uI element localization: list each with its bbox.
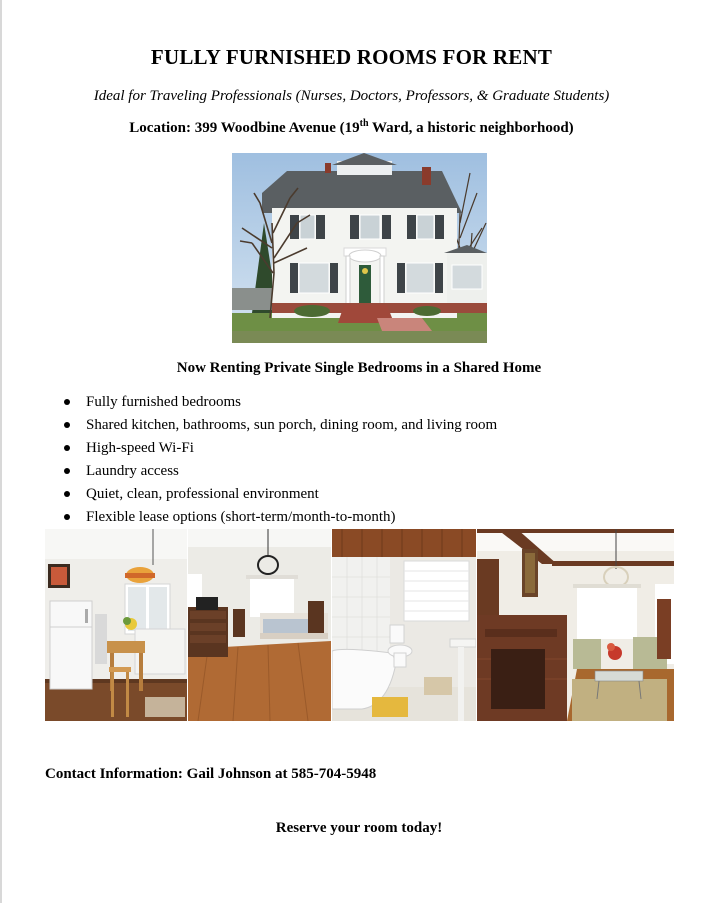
feature-text: Fully furnished bedrooms — [86, 394, 241, 410]
bullet-icon — [64, 514, 70, 520]
house-photo — [232, 153, 487, 343]
feature-item — [64, 439, 497, 462]
flyer-subtitle: Ideal for Traveling Professionals (Nurses, Doctors, Professors, & Graduate Students) — [93, 88, 610, 104]
bullet-icon — [64, 468, 70, 474]
bullet-icon — [64, 399, 70, 405]
location-prefix: Location: 399 Woodbine Avenue (19 — [129, 120, 360, 136]
rental-heading: Now Renting Private Single Bedrooms in a Shared Home — [176, 360, 542, 376]
feature-text: Laundry access — [86, 463, 179, 479]
feature-item — [64, 485, 497, 508]
feature-item — [64, 462, 497, 485]
location-ordinal: th — [359, 118, 369, 129]
living-room-photo — [477, 529, 674, 721]
location-suffix: Ward, a historic neighborhood) — [368, 120, 574, 136]
feature-text: Quiet, clean, professional environment — [86, 486, 319, 502]
feature-item — [64, 393, 497, 416]
feature-text: Flexible lease options (short-term/month-to-month) — [86, 509, 396, 525]
bullet-icon — [64, 491, 70, 497]
contact-info: Contact Information: Gail Johnson at 585-704-5948 — [45, 766, 377, 782]
kitchen-photo — [45, 529, 187, 721]
bullet-icon — [64, 445, 70, 451]
features-list — [64, 393, 497, 531]
location-line — [0, 120, 703, 137]
flyer-title: FULLY FURNISHED ROOMS FOR RENT — [150, 45, 553, 69]
feature-item — [64, 508, 497, 531]
feature-text: Shared kitchen, bathrooms, sun porch, dining room, and living room — [86, 417, 498, 433]
bedroom-photo — [188, 529, 331, 721]
call-to-action: Reserve your room today! — [275, 820, 443, 836]
feature-text: High-speed Wi-Fi — [86, 440, 194, 456]
interior-photo-strip — [45, 529, 674, 721]
bathroom-photo — [332, 529, 476, 721]
feature-item — [64, 416, 497, 439]
bullet-icon — [64, 422, 70, 428]
